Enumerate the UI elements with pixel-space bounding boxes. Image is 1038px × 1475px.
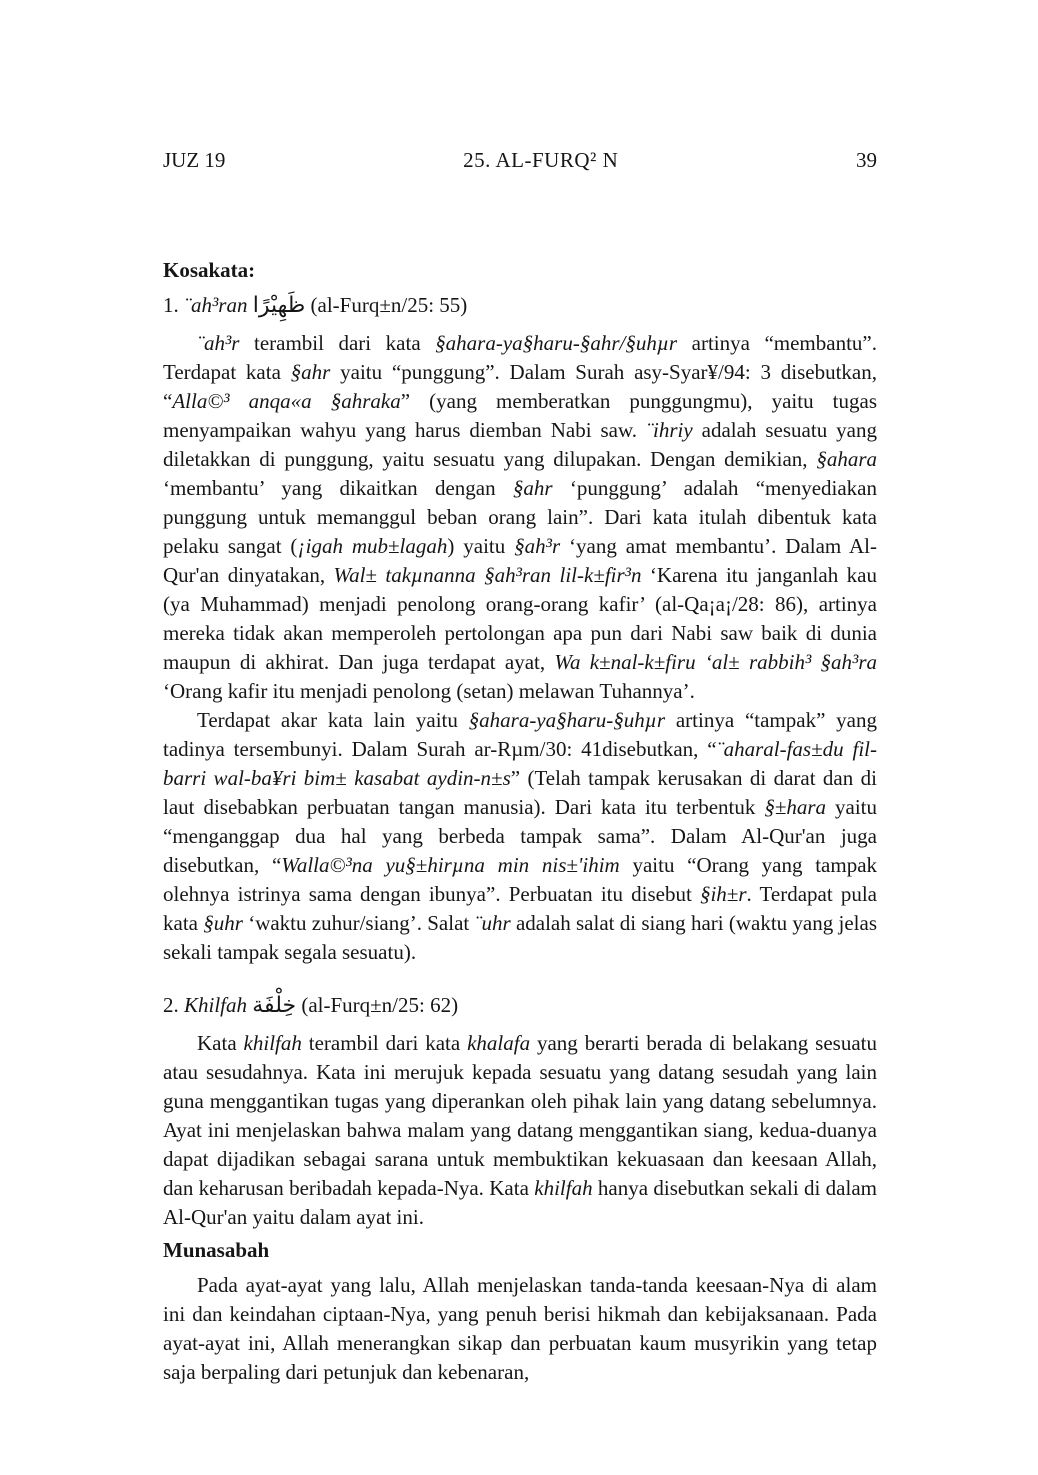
text-run: 2. <box>163 993 184 1017</box>
text-run: ‘yang amat membantu’. Dalam Al-Qur'an dinyatakan, <box>163 534 877 587</box>
text-run: khilfah <box>534 1176 593 1200</box>
text-run: ¨ihriy <box>646 418 693 442</box>
text-run: §ih±r <box>699 882 747 906</box>
paragraph-zahir-2 <box>163 706 877 967</box>
text-run: (al-Furq±n/25: 55) <box>305 293 468 317</box>
page-number: 39 <box>856 148 877 172</box>
header-juz-label: JUZ 19 <box>163 148 226 172</box>
text-run: ‘waktu zuhur/siang’. Salat <box>242 911 475 935</box>
text-run: §±hara <box>764 795 827 819</box>
paragraph-khilfah <box>163 1029 877 1232</box>
text-run: Wal± takµnanna §ah³ran lil-k±fir³n <box>333 563 642 587</box>
text-run: §ahara <box>816 447 877 471</box>
text-run: terambil dari kata <box>239 331 436 355</box>
page-header <box>163 148 877 172</box>
text-run: (al-Furq±n/25: 62) <box>296 993 459 1017</box>
entry-1-heading <box>163 291 877 320</box>
text-run: Pada ayat-ayat yang lalu, Allah menjelaskan tanda-tanda keesaan-Nya di alam ini dan keindahan ciptaan-Nya, yang penuh berisi hikmah dan kebijaksanaan. Pada ayat-ayat ini, Allah menerangkan sikap dan perbuatan kaum musyrikin yang tetap saja berpaling dari petunjuk dan kebenaran, <box>163 1273 877 1384</box>
text-run: §ahara-ya§haru-§uhµr <box>468 708 666 732</box>
text-run: ) yaitu <box>447 534 515 558</box>
text-run: §uhr <box>203 911 243 935</box>
text-run: 1. <box>163 293 184 317</box>
text-run: ¨aharal-fas±du fil-barri wal-ba¥ri bim± kasabat aydin-n±s <box>163 737 877 790</box>
text-run: ‘Orang kafir itu menjadi penolong (setan) melawan Tuhannya’. <box>163 679 695 703</box>
text-run: ¨uhr <box>474 911 511 935</box>
text-run: ‘membantu’ yang dikaitkan dengan <box>163 476 513 500</box>
text-run: ” (yang memberatkan punggungmu), yaitu tugas menyampaikan wahyu yang harus diemban Nabi saw. <box>163 389 877 442</box>
text-run: §ahr <box>290 360 331 384</box>
text-run: yang berarti berada di belakang sesuatu atau sesudahnya. Kata ini merujuk kepada sesuatu yang datang sesudah yang lain guna menggantikan tugas yang diperankan oleh pihak lain yang datang sebelumnya. Ayat ini menjelaskan bahwa malam yang datang menggantikan siang, kedua-duanya dapat dijadikan sebagai sarana untuk membuktikan kekuasaan dan keesaan Allah, dan keharusan beribadah kepada-Nya. Kata <box>163 1031 877 1200</box>
text-run: Alla©³ anqa«a §ahraka <box>172 389 401 413</box>
text-run: artinya “tampak” yang tadinya tersembunyi. Dalam Surah ar-Rµm/30: 41disebutkan, “ <box>163 708 877 761</box>
text-run: artinya “membantu”. Terdapat kata <box>163 331 877 384</box>
text-run: ‘punggung’ adalah “menyediakan punggung untuk memanggul beban orang lain”. Dari kata itulah dibentuk kata pelaku sangat ( <box>163 476 878 558</box>
text-run: yaitu “Orang yang tampak olehnya istrinya sama dengan ibunya”. Perbuatan itu disebut <box>163 853 878 906</box>
paragraph-zahir-1 <box>163 329 877 706</box>
text-run: adalah salat di siang hari (waktu yang jelas sekali tampak segala sesuatu). <box>163 911 877 964</box>
text-run: khilfah <box>243 1031 302 1055</box>
text-run: ¡igah mub±lagah <box>297 534 448 558</box>
text-run: ¨ah³ran <box>184 293 248 317</box>
text-run: khalafa <box>467 1031 531 1055</box>
text-run: §ah³r <box>514 534 561 558</box>
text-run: Kata <box>197 1031 244 1055</box>
text-run: Terdapat akar kata lain yaitu <box>197 708 469 732</box>
text-run: Munasabah <box>163 1238 270 1262</box>
text-run: §ahara-ya§haru-§ahr/§uhµr <box>435 331 678 355</box>
munasabah-heading <box>163 1236 877 1265</box>
text-run: terambil dari kata <box>301 1031 468 1055</box>
arabic-word: خِلْفَة <box>252 993 297 1018</box>
text-run: adalah sesuatu yang diletakkan di punggung, yaitu sesuatu yang dilupakan. Dengan demikian, <box>163 418 877 471</box>
entry-2-heading <box>163 991 877 1020</box>
document-body <box>163 256 877 1387</box>
text-run: hanya disebutkan sekali di dalam Al-Qur'an yaitu dalam ayat ini. <box>163 1176 877 1229</box>
text-run: ” (Telah tampak kerusakan di darat dan di laut disebabkan perbuatan tangan manusia). Dari kata itu terbentuk <box>163 766 877 819</box>
text-run: Wa k±nal-k±firu ‘al± rabbih³ §ah³ra <box>554 650 877 674</box>
text-run: §ahr <box>512 476 553 500</box>
paragraph-munasabah <box>163 1271 877 1387</box>
header-surah-title: 25. AL-FURQ² N <box>463 148 619 172</box>
text-run: Khilfah <box>184 993 248 1017</box>
text-run: yaitu “menganggap dua hal yang berbeda tampak sama”. Dalam Al-Qur'an juga disebutkan, “ <box>163 795 877 877</box>
kosakata-heading <box>163 256 877 285</box>
text-run: Walla©³na yu§±hirµna min nis±'ihim <box>281 853 620 877</box>
text-run: ‘Karena itu janganlah kau (ya Muhammad) menjadi penolong orang-orang kafir’ (al-Qa¡a¡/28: 86), artinya mereka tidak akan memperoleh pertolongan apa pun dari Nabi saw baik di dunia maupun di akhirat. Dan juga terdapat ayat, <box>163 563 877 674</box>
text-run: . Terdapat pula kata <box>163 882 877 935</box>
text-run: yaitu “punggung”. Dalam Surah asy-Syar¥/94: 3 disebutkan, “ <box>163 360 877 413</box>
text-run: Kosakata: <box>163 258 256 282</box>
arabic-word: ظَهِيْرًا <box>252 293 306 318</box>
text-run: ¨ah³r <box>197 331 240 355</box>
